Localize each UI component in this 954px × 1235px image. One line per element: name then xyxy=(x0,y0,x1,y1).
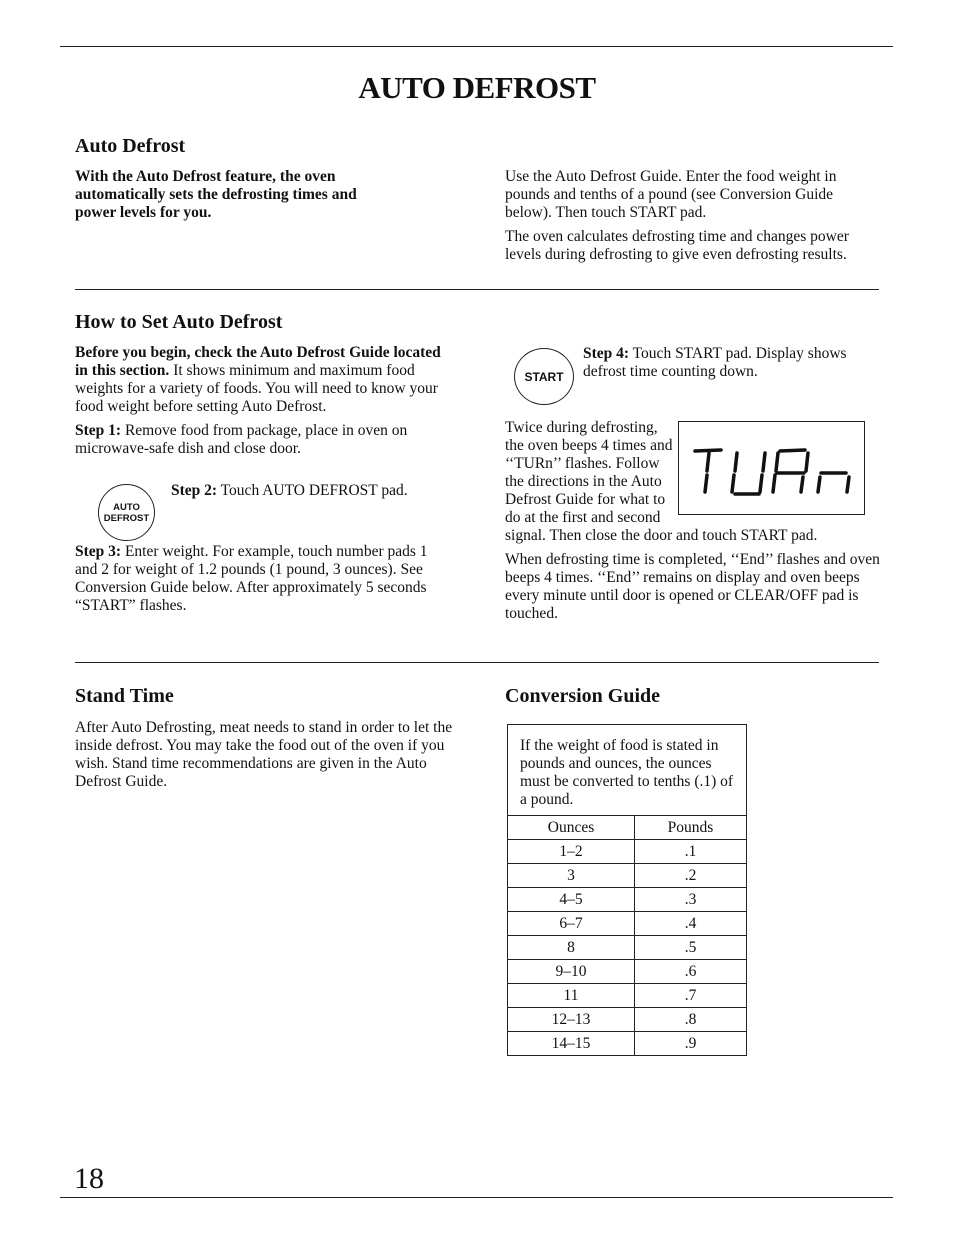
intro-right-paragraph-2: The oven calculates defrosting time and changes power levels during defrosting to give even defrosting results. xyxy=(505,228,849,263)
pounds-cell: .1 xyxy=(635,840,747,864)
step1-text: Remove food from package, place in oven on microwave-safe dish and close door. xyxy=(75,422,408,457)
auto-pad-line2: DEFROST xyxy=(103,512,150,524)
step2-text: Touch AUTO DEFROST pad. xyxy=(217,482,408,499)
step4 xyxy=(583,345,881,381)
auto-pad-line1: AUTO xyxy=(113,501,140,513)
intro-right-paragraph-1: Use the Auto Defrost Guide. Enter the food weight in pounds and tenths of a pound (see Conversion Guide below). Then touch START pad. xyxy=(505,168,837,221)
ounces-cell: 8 xyxy=(508,936,635,960)
step2-label: Step 2: xyxy=(171,482,218,499)
table-row xyxy=(508,984,747,1008)
bottom-rule xyxy=(60,1197,893,1198)
ounces-cell: 4–5 xyxy=(508,888,635,912)
step3 xyxy=(75,543,445,615)
ounces-cell: 12–13 xyxy=(508,1008,635,1032)
section-rule-2 xyxy=(75,662,879,663)
pounds-cell: .5 xyxy=(635,936,747,960)
table-row xyxy=(508,912,747,936)
before-you-begin xyxy=(75,344,447,464)
step4-label: Step 4: xyxy=(583,345,630,362)
step2 xyxy=(171,482,461,500)
auto-defrost-heading: Auto Defrost xyxy=(75,135,186,157)
pounds-cell: .9 xyxy=(635,1032,747,1056)
auto-defrost-intro-bold: With the Auto Defrost feature, the oven automatically sets the defrosting times and power levels for you. xyxy=(75,168,357,221)
pounds-cell: .2 xyxy=(635,864,747,888)
end-text: When defrosting time is completed, ‘‘End’’ flashes and oven beeps 4 times. ‘‘End’’ remains on display and oven beeps every minute until door is opened or CLEAR/OFF pad is touched. xyxy=(505,551,880,622)
conversion-guide-box xyxy=(507,724,747,1056)
ounces-column-header: Ounces xyxy=(508,816,635,840)
start-pad-icon xyxy=(514,348,574,405)
table-row xyxy=(508,864,747,888)
twice-paragraph xyxy=(505,419,881,629)
step1-label: Step 1: xyxy=(75,422,122,439)
pounds-cell: .7 xyxy=(635,984,747,1008)
conversion-table xyxy=(507,815,747,1056)
section-rule-1 xyxy=(75,289,879,290)
step3-text: Enter weight. For example, touch number pads 1 and 2 for weight of 1.2 pounds (1 pound, 3 ounces). See Conversion Guide below. After approximately 5 seconds “START” flashes. xyxy=(75,543,428,614)
table-row xyxy=(508,960,747,984)
table-row xyxy=(508,936,747,960)
page-number: 18 xyxy=(74,1162,104,1195)
ounces-cell: 1–2 xyxy=(508,840,635,864)
table-row xyxy=(508,888,747,912)
how-to-set-heading: How to Set Auto Defrost xyxy=(75,311,283,333)
conversion-guide-heading: Conversion Guide xyxy=(505,685,661,707)
page-title: AUTO DEFROST xyxy=(358,70,596,105)
top-rule xyxy=(60,46,893,47)
twice-text: Twice during defrosting, the oven beeps 4 times and ‘‘TURn’’ flashes. Follow the directions in the Auto Defrost Guide for what to do at the first and second signal. Then close the door and touch START pad. xyxy=(505,419,818,544)
stand-time-heading: Stand Time xyxy=(75,685,174,707)
conversion-header-row xyxy=(508,816,747,840)
pounds-cell: .6 xyxy=(635,960,747,984)
start-pad-label: START xyxy=(524,369,564,384)
ounces-cell: 6–7 xyxy=(508,912,635,936)
pounds-cell: .3 xyxy=(635,888,747,912)
conversion-intro: If the weight of food is stated in pounds and ounces, the ounces must be converted to tenths (.1) of a pound. xyxy=(507,724,747,815)
ounces-cell: 3 xyxy=(508,864,635,888)
step4-text: Touch START pad. Display shows defrost time counting down. xyxy=(583,345,847,380)
pounds-cell: .8 xyxy=(635,1008,747,1032)
ounces-cell: 9–10 xyxy=(508,960,635,984)
stand-time-text: After Auto Defrosting, meat needs to stand in order to let the inside defrost. You may take the food out of the oven if you wish. Stand time recommendations are given in the Auto Defrost Guide. xyxy=(75,719,453,790)
pounds-column-header: Pounds xyxy=(635,816,747,840)
auto-defrost-intro-right xyxy=(505,168,883,270)
table-row xyxy=(508,1008,747,1032)
pounds-cell: .4 xyxy=(635,912,747,936)
display-float-spacer xyxy=(675,419,881,527)
auto-defrost-pad-icon xyxy=(98,484,155,541)
step3-label: Step 3: xyxy=(75,543,122,560)
ounces-cell: 11 xyxy=(508,984,635,1008)
table-row xyxy=(508,1032,747,1056)
table-row xyxy=(508,840,747,864)
before-you-begin-bold: Before you begin, check the Auto Defrost Guide located in this section. xyxy=(75,344,441,379)
ounces-cell: 14–15 xyxy=(508,1032,635,1056)
before-you-begin-rest: It shows minimum and maximum food weights for a variety of foods. You will need to know your food weight before setting Auto Defrost. xyxy=(75,362,438,415)
